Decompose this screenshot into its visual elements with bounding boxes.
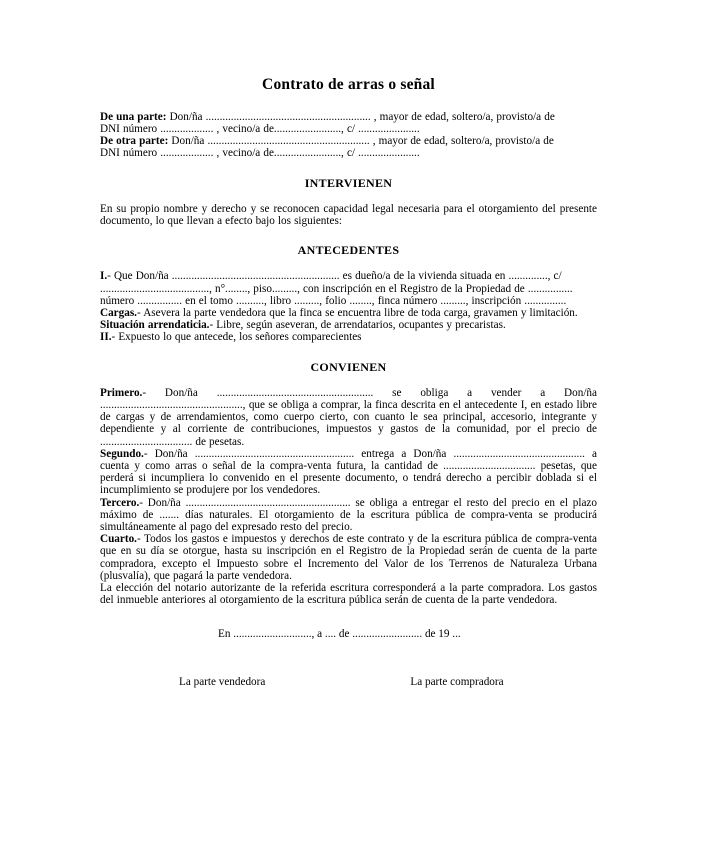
signature-seller: La parte vendedora xyxy=(179,675,266,688)
spacer xyxy=(100,227,597,244)
spacer xyxy=(100,160,597,177)
cargas-text: - Asevera la parte vendedora que la finca se encuentra libre de toda carga, gravamen y limitación. xyxy=(136,307,578,320)
clause-cuarto xyxy=(100,533,597,582)
party-one-text: Don/ña ........................................................... , mayor de edad, soltero/a, provisto/a de xyxy=(166,110,555,123)
clause-tercero-label: Tercero. xyxy=(100,496,140,509)
spacer xyxy=(100,663,597,676)
clause-segundo-label: Segundo. xyxy=(100,447,144,460)
antecedente-item-2 xyxy=(100,331,597,343)
spacer xyxy=(100,374,597,387)
clause-segundo xyxy=(100,448,597,497)
clause-notario: La elección del notario autorizante de la referida escritura corresponderá a la parte compradora. Los gastos del inmueble anteriores al otorgamiento de la escritura pública serán de cuenta de la parte vendedora. xyxy=(100,582,597,607)
heading-convienen: CONVIENEN xyxy=(310,359,387,374)
intervienen-paragraph: En su propio nombre y derecho y se reconocen capacidad legal necesaria para el otorgamiento del presente documento, lo que llevan a efecto bajo los siguientes: xyxy=(100,202,597,228)
antecedente-2-text: - Expuesto lo que antecede, los señores comparecientes xyxy=(111,331,362,344)
clause-tercero-text: - Don/ña ........................................................... se obliga a entregar el resto del precio en el plazo máximo de ....... días naturales. El otorgamiento de la escritura pública de compra-venta se producirá simultáneamente al pago del expresado resto del precio. xyxy=(100,496,597,534)
closing-date-line: En ............................, a .... de ......................... de 19 ... xyxy=(218,628,461,641)
page-title: Contrato de arras o señal xyxy=(262,76,435,93)
antecedente-item-1 xyxy=(100,270,597,307)
document-body xyxy=(100,76,597,688)
spacer xyxy=(100,606,597,628)
clause-primero xyxy=(100,387,597,448)
party-one-label: De una parte: xyxy=(100,110,167,123)
clause-segundo-text: - Don/ña ......................................................... entrega a Don/ña ............................................... a cuenta y como arras o señal de la compra-venta futura, la cantidad de ................................. pesetas, que perderá si incumpliera lo convenido en el presente documento, o tendrá derecho a percibir doblada si el incumplimiento se produjere por los vendedores. xyxy=(100,447,597,497)
party-two-dni: DNI número ................... , vecino/a de........................, c/ ...................... xyxy=(100,147,420,160)
clause-cuarto-text: - Todos los gastos e impuestos y derechos de este contrato y de la escritura pública de compra-venta que en su día se otorgue, hasta su inscripción en el Registro de la Propiedad serán de cuenta de la parte compradora, excepto el Impuesto sobre el Incremento del Valor de los Terrenos de Naturaleza Urbana (plusvalía), que pagará la parte vendedora. xyxy=(100,533,597,582)
party-two-label: De otra parte: xyxy=(100,135,169,148)
antecedente-cargas xyxy=(100,307,597,319)
signature-row xyxy=(100,676,597,688)
party-one-dni: DNI número ................... , vecino/a de........................, c/ ...................... xyxy=(100,123,420,136)
antecedente-situacion-arrendaticia xyxy=(100,319,597,331)
clause-primero-label: Primero. xyxy=(100,386,143,399)
parties-block xyxy=(100,111,597,160)
party-two-text: Don/ña .......................................................... , mayor de edad, soltero/a, provisto/a de xyxy=(168,135,554,148)
clause-cuarto-label: Cuarto. xyxy=(100,533,137,546)
spacer xyxy=(100,190,597,203)
antecedente-2-label: II. xyxy=(100,331,112,344)
situacion-arrendaticia-label: Situación arrendaticia. xyxy=(100,319,210,332)
spacer xyxy=(100,641,597,663)
cargas-label: Cargas. xyxy=(100,307,137,320)
antecedente-1-text: - Que Don/ña ............................................................ es dueño/a de la vivienda situada en .............., c/ ......................................., n°........, piso........., con inscripción en el Registro de la Propiedad de ................ número ................ en el tomo .........., libro ........., folio ........, finca número ........., inscripción ............... xyxy=(100,270,573,307)
antecedente-1-label: I. xyxy=(100,270,108,283)
clause-primero-text: - Don/ña ........................................................ se obliga a vender a Don/ña ..................................................., que se obliga a comprar, la finca descrita en el antecedente I, en estado libre de cargas y de arrendamientos, como cuerpo cierto, con cuanto le sea principal, accesorio, integrante y dependiente y al corriente de contribuciones, impuestos y gastos de la comunidad, por el precio de ................................. de pesetas. xyxy=(100,386,597,448)
spacer xyxy=(100,344,597,361)
spacer xyxy=(100,257,597,270)
clause-tercero xyxy=(100,497,597,534)
heading-intervienen: INTERVIENEN xyxy=(304,175,393,190)
signature-buyer: La parte compradora xyxy=(410,675,504,688)
heading-antecedentes: ANTECEDENTES xyxy=(297,243,400,258)
situacion-arrendaticia-text: - Libre, según aseveran, de arrendatarios, ocupantes y precaristas. xyxy=(209,319,506,332)
